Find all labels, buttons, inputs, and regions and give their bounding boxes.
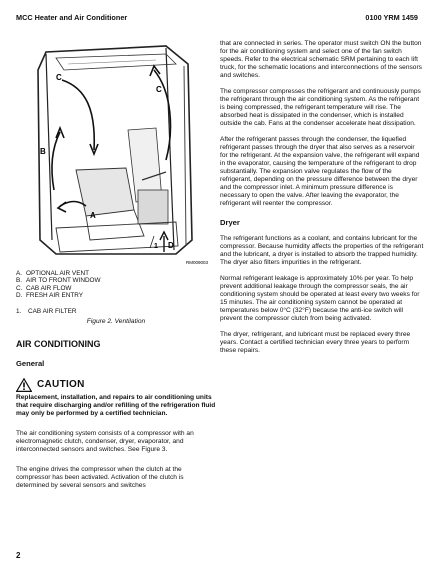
ventilation-figure (16, 40, 216, 266)
figure-caption: Figure 2. Ventilation (86, 317, 146, 325)
subsection-title: General (16, 358, 45, 368)
caution-text: Replacement, installation, and repairs to air conditioning units that require discharging and/or refilling of the refrigeration fluid may only be performed by a certified technician. (16, 393, 216, 417)
page-number: 2 (16, 551, 21, 560)
figure-legend-numbered: 1. CAB AIR FILTER (16, 307, 77, 315)
running-header-title: MCC Heater and Air Conditioner (16, 13, 128, 22)
callout-b: B (40, 147, 46, 156)
left-column (16, 40, 216, 490)
body-paragraph: After the refrigerant passes through the condenser, the liquefied refrigerant passes through the dryer that also serves as a reservoir for the refrigerant. At the expansion valve, the refrigerant will expand in the evaporator, causing the temperature of the refrigerant to drop substantially. The expansion valve regulates the flow of the refrigerant, depending on the pressure difference between the dryer and the compressor inlet. A minimum pressure difference is necessary to open the valve. After leaving the evaporator, the refrigerant will reenter the compressor. (220, 136, 420, 207)
dryer-subsection-title: Dryer (220, 218, 240, 227)
legend-item: B. AIR TO FRONT WINDOW (16, 277, 101, 285)
callout-d: D (168, 241, 174, 250)
section-title: AIR CONDITIONING (16, 338, 101, 349)
callout-c-right: C (156, 85, 162, 94)
warning-triangle-icon (16, 378, 32, 392)
body-paragraph: The compressor compresses the refrigerant and continuously pumps the refrigerant through the air conditioning system. As the refrigerant is being compressed, the refrigerant temperature will rise. The absorbed heat is dissipated in the condenser, which is installed outside the cab. Fans at the condenser accelerate heat dissipation. (220, 88, 421, 127)
legend-item: D. FRESH AIR ENTRY (16, 292, 84, 300)
callout-a: A (90, 211, 96, 220)
body-paragraph: The engine drives the compressor when the clutch at the compressor has been activated. Activation of the clutch is determined by several sensors and switches (16, 465, 184, 489)
callout-c-left: C (56, 73, 62, 82)
cab-ventilation-illustration (16, 40, 216, 266)
legend-item: A. OPTIONAL AIR VENT (16, 270, 89, 277)
body-paragraph: Normal refrigerant leakage is approximately 10% per year. To help prevent additional leakage through the compressor seals, the air conditioning system should be operated at least every two weeks for 15 minutes. The air conditioning system cannot be operated at temperatures below 0°C (32°F) because the anti-ice switch will prevent the compressor clutch from being activated. (220, 275, 420, 322)
caution-label: CAUTION (37, 379, 85, 391)
body-paragraph: The dryer, refrigerant, and lubricant must be replaced every three years. Contact a certified technician every three years to perform these repairs. (220, 331, 411, 354)
figure-legend (16, 270, 216, 300)
body-paragraph: that are connected in series. The operator must switch ON the button for the air conditioning system and select one of the fan switch speeds. Refer to the electrical schematic SRM pertaining to each lift truck, for the schematic locations and interconnections of the sensors and switches. (220, 40, 422, 79)
right-column (220, 40, 424, 355)
figure-image-id: RM009003 (186, 260, 209, 265)
legend-item: C. CAB AIR FLOW (16, 284, 72, 292)
callout-1: 1 (154, 243, 158, 250)
body-paragraph: The air conditioning system consists of a compressor with an electromagnetic clutch, condenser, dryer, evaporator, and interconnected sensors and switches. See Figure 3. (16, 429, 194, 453)
body-paragraph: The refrigerant functions as a coolant, and contains lubricant for the compressor. Because humidity affects the properties of the refrigerant and the lubricant, a dryer is installed to absorb the trapped humidity. The dryer also filters impurities in the refrigerant. (220, 235, 424, 266)
caution-heading (16, 378, 216, 392)
running-header-code: 0100 YRM 1459 (365, 13, 418, 22)
